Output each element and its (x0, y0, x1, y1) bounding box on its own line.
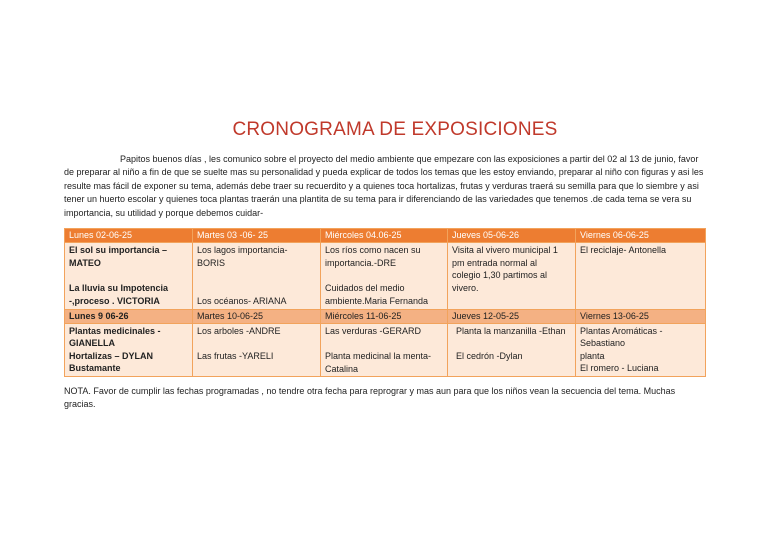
table-cell (321, 243, 448, 310)
topic-line: El reciclaje- Antonella (580, 245, 667, 255)
table-cell (193, 323, 321, 377)
table-cell (65, 243, 193, 310)
day-header: Miércoles 04.06-25 (321, 229, 448, 243)
week2-header-row (65, 309, 706, 323)
day-header: Martes 10-06-25 (193, 309, 321, 323)
topic-line: El sol su importancia – (69, 245, 168, 255)
topic-line: MATEO (69, 257, 101, 268)
topic-line: Los lagos importancia- (197, 245, 288, 255)
week1-header-row (65, 229, 706, 243)
schedule-table (64, 228, 706, 377)
table-cell (576, 243, 706, 310)
day-header: Viernes 06-06-25 (576, 229, 706, 243)
topic-line: planta (580, 350, 605, 361)
topic-line: Catalina (325, 363, 359, 374)
topic-line: Los océanos- ARIANA (197, 296, 287, 306)
week2-topics-row (65, 323, 706, 377)
topic-line: Las verduras -GERARD (325, 325, 422, 336)
topic-line: Las frutas -YARELI (197, 351, 274, 361)
topic-line: vivero. (452, 282, 479, 293)
day-header: Martes 03 -06- 25 (193, 229, 321, 243)
day-header: Jueves 12-05-25 (448, 309, 576, 323)
topic-line: colegio 1,30 partimos al (452, 270, 548, 280)
day-header: Lunes 9 06-26 (65, 309, 193, 323)
topic-line: importancia.-DRE (325, 257, 397, 268)
topic-line: BORIS (197, 257, 226, 268)
topic-line: Sebastiano (580, 338, 626, 348)
day-header: Viernes 13-06-25 (576, 309, 706, 323)
table-cell (65, 323, 193, 377)
topic-line: ambiente.Maria Fernanda (325, 295, 429, 306)
week1-topics-row (65, 243, 706, 310)
note-paragraph: NOTA. Favor de cumplir las fechas programadas , no tendre otra fecha para reprograr y mas aun para que los niños vean la secuencia del tema. Muchas gracias. (64, 386, 676, 410)
table-cell (448, 323, 576, 377)
topic-line: Planta medicinal la menta- (325, 351, 432, 361)
table-cell (448, 243, 576, 310)
day-header: Jueves 05-06-26 (448, 229, 576, 243)
table-cell (193, 243, 321, 310)
intro-paragraph (64, 153, 704, 220)
intro-text: Papitos buenos días , les comunico sobre el proyecto del medio ambiente que empezare con las exposiciones a partir del 02 al 13 de junio, favor de preparar al niño a fin de que se suelte mas su personalidad y pueda explicar de todos los temas que les estoy enviando, preparar al niño con figuras y asi les resulte mas fácil de exponer su tema, además debe traer su recuerdito y a quienes toca hortalizas, frutas y verduras traerá su semilla para que lo siembre y asi tener un huerto escolar y quienes toca plantas traerán una plantita de su tema para ir diferenciando de las variedades que tenemos .de cada tema se vera su importancia, su utilidad y porque debemos cuidar- (64, 154, 704, 218)
topic-line: Los ríos como nacen su (325, 245, 421, 255)
topic-line: Planta la manzanilla -Ethan (456, 325, 566, 336)
topic-line: pm entrada normal al (452, 257, 538, 268)
day-header: Miércoles 11-06-25 (321, 309, 448, 323)
day-header: Lunes 02-06-25 (65, 229, 193, 243)
topic-line: Plantas Aromáticas - (580, 325, 663, 336)
topic-line: Visita al vivero municipal 1 (452, 245, 558, 255)
topic-line: Cuidados del medio (325, 283, 405, 293)
topic-line: El cedrón -Dylan (456, 351, 523, 361)
topic-line: La lluvia su Impotencia (69, 283, 169, 293)
topic-line: El romero - Luciana (580, 363, 659, 373)
table-cell (576, 323, 706, 377)
topic-line: Bustamante (69, 363, 121, 373)
topic-line: GIANELLA (69, 338, 115, 348)
topic-line: -,proceso . VICTORIA (69, 295, 160, 306)
topic-line: Hortalizas – DYLAN (69, 350, 154, 361)
topic-line: Los arboles -ANDRE (197, 325, 281, 336)
topic-line: Plantas medicinales - (69, 325, 161, 336)
document-title: CRONOGRAMA DE EXPOSICIONES (232, 119, 558, 140)
table-cell (321, 323, 448, 377)
